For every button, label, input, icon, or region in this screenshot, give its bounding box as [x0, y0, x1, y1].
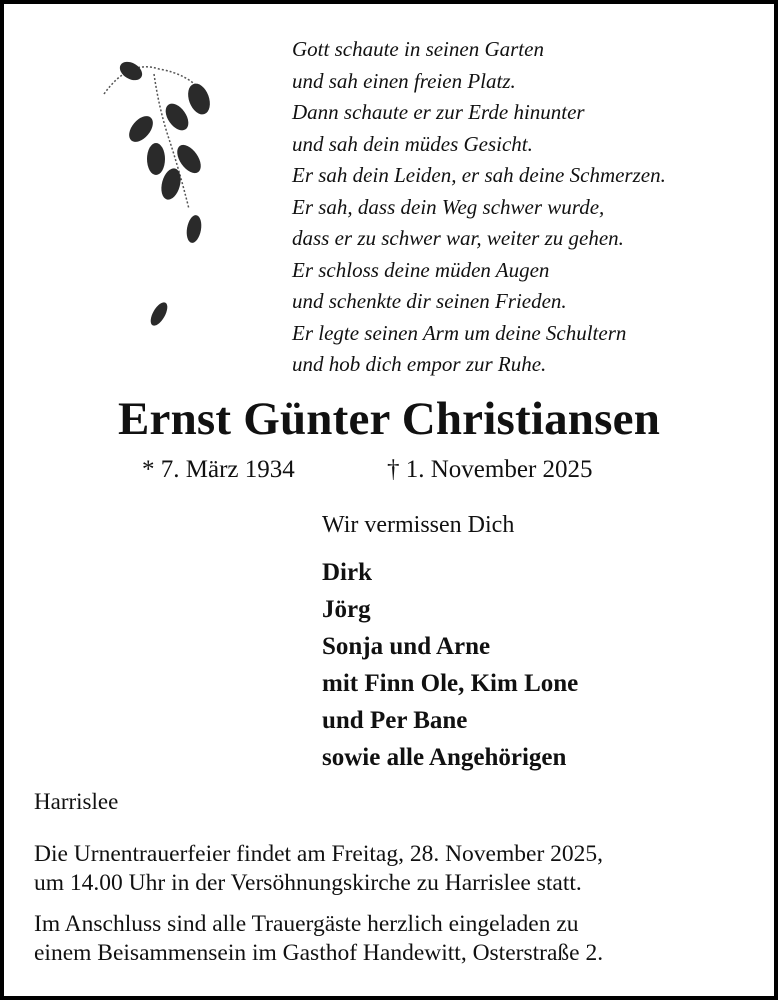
poem-line: Er schloss deine müden Augen	[292, 257, 550, 282]
mourner: Dirk	[322, 559, 372, 586]
poem-line: und sah dein müdes Gesicht.	[292, 131, 533, 156]
mourner: Sonja und Arne	[322, 633, 491, 660]
place: Harrislee	[34, 789, 119, 814]
text-line: Im Anschluss sind alle Trauergäste herzlich eingeladen zu	[34, 911, 579, 937]
text-line: um 14.00 Uhr in der Versöhnungskirche zu Harrislee statt.	[34, 870, 582, 896]
deceased-name: Ernst Günter Christiansen	[117, 393, 661, 445]
poem-line: dass er zu schwer war, weiter zu gehen.	[292, 226, 624, 250]
poem-line: Er sah dein Leiden, er sah deine Schmerzen.	[292, 163, 666, 187]
poem-line: und hob dich empor zur Ruhe.	[292, 352, 547, 376]
poem-line: Gott schaute in seinen Garten	[292, 37, 544, 61]
mourner: Jörg	[322, 596, 371, 623]
poem-line: und schenkte dir seinen Frieden.	[292, 289, 567, 313]
poem	[292, 34, 666, 381]
text-line: Die Urnentrauerfeier findet am Freitag, 28. November 2025,	[34, 841, 604, 867]
text-line: einem Beisammensein im Gasthof Handewitt, Osterstraße 2.	[34, 940, 604, 966]
mourners-list	[322, 554, 578, 776]
birth-date: * 7. März 1934	[142, 456, 295, 483]
mourner: mit Finn Ole, Kim Lone	[322, 670, 579, 697]
poem-line: Er legte seinen Arm um deine Schultern	[292, 320, 627, 345]
poem-line: und sah einen freien Platz.	[292, 68, 516, 93]
poem-line: Er sah, dass dein Weg schwer wurde,	[292, 194, 605, 219]
life-dates	[142, 456, 593, 484]
leaf-branch-illustration	[99, 49, 229, 339]
poem-line: Dann schaute er zur Erde hinunter	[292, 100, 585, 124]
mourner: und Per Bane	[322, 707, 468, 734]
death-date: † 1. November 2025	[387, 456, 593, 483]
mourner: sowie alle Angehörigen	[322, 744, 567, 771]
we-miss-you: Wir vermissen Dich	[322, 512, 515, 538]
ceremony-info	[34, 840, 603, 898]
gathering-info	[34, 910, 603, 968]
